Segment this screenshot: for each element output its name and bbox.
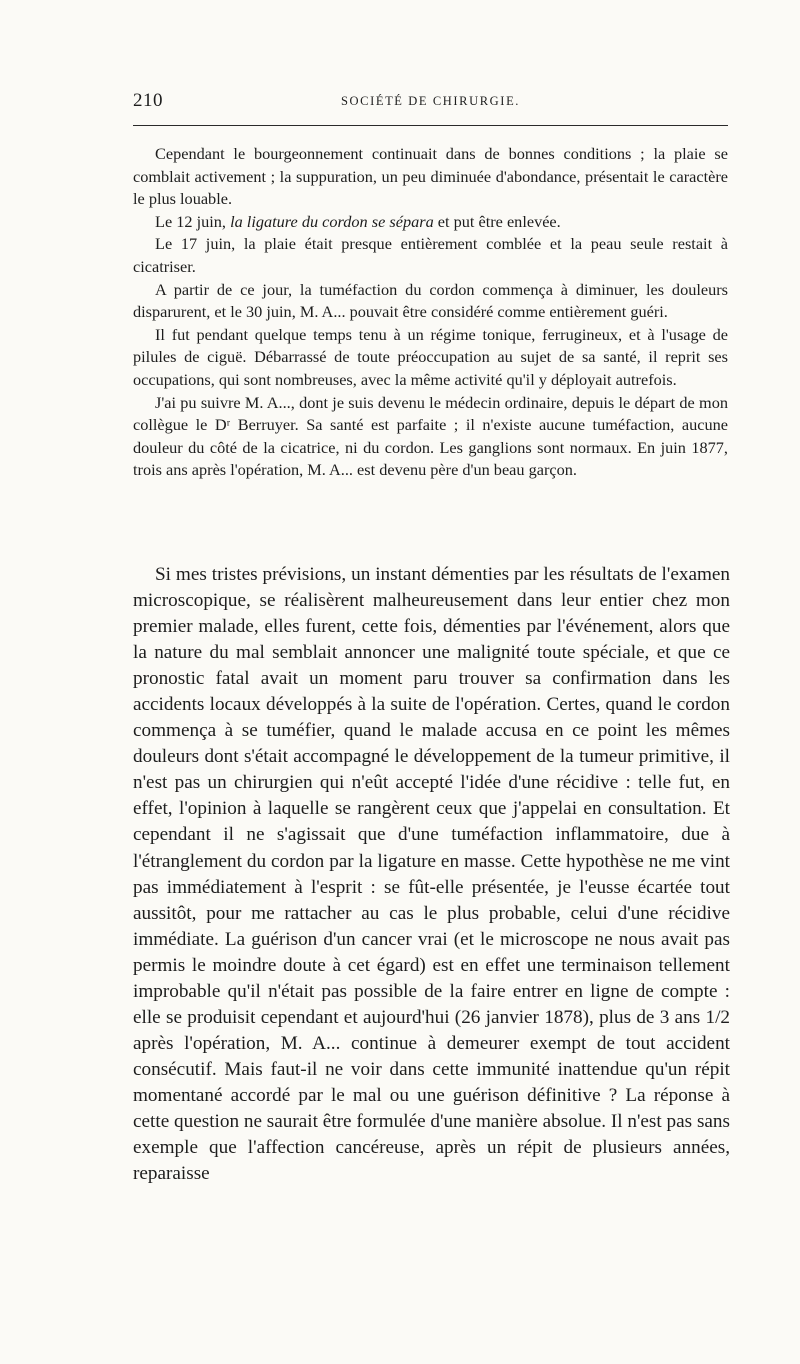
paragraph: A partir de ce jour, la tuméfaction du cordon commença à diminuer, les douleurs disparurent, et le 30 juin, M. A... pouvait être considéré comme entièrement guéri. — [133, 279, 728, 322]
running-head: SOCIÉTÉ DE CHIRURGIE. — [340, 94, 521, 108]
paragraph: Si mes tristes prévisions, un instant démenties par les résultats de l'examen microscopique, se réalisèrent malheureusement dans leur entier chez mon premier malade, elles furent, cette fois, démenties par l'événement, alors que la nature du mal semblait annoncer une malignité toute spéciale, et que ce pronostic fatal avait un moment paru trouver sa confirmation dans les accidents locaux développés à la suite de l'opération. Certes, quand le cordon commença à se tuméfier, quand le malade accusa en ce point les mêmes douleurs dont s'était accompagné le développement de la tumeur primitive, il n'est pas un chirurgien qui n'eût accepté l'idée d'une récidive : telle fut, en effet, l'opinion à laquelle se rangèrent ceux que j'appelai en consultation. Et cependant il ne s'agissait que d'une tuméfaction inflammatoire, due à l'étranglement du cordon par la ligature en masse. Cette hypothèse ne me vint pas immédiatement à l'esprit : se fût-elle présentée, je l'eusse écartée tout aussitôt, pour me rattacher au cas le plus probable, celui d'une récidive immédiate. La guérison d'un cancer vrai (et le microscope ne nous avait pas permis le moindre doute à cet égard) est en effet une terminaison tellement improbable qu'il n'était pas possible de la faire entrer en ligne de compte : elle se produisit cependant et aujourd'hui (26 janvier 1878), plus de 3 ans 1/2 après l'opération, M. A... continue à demeurer exempt de tout accident consécutif. Mais faut-il ne voir dans cette immunité inattendue qu'un répit momentané accordé par le mal ou une guérison définitive ? La réponse à cette question ne saurait être formulée d'une manière absolue. Il n'est pas sans exemple que l'affection cancéreuse, après un répit de plusieurs années, reparaisse — [133, 564, 730, 1185]
paragraph: J'ai pu suivre M. A..., dont je suis devenu le médecin ordinaire, depuis le départ de mon collègue le Dʳ Berruyer. Sa santé est parfaite ; il n'existe aucune tuméfaction, aucune douleur du côté de la cicatrice, ni du cordon. Les ganglions sont normaux. En juin 1877, trois ans après l'opération, M. A... est devenu père d'un beau garçon. — [133, 392, 728, 480]
page-number: 210 — [133, 90, 163, 111]
header-rule — [133, 125, 728, 126]
italic-text: la ligature du cordon se sépara — [230, 211, 434, 231]
paragraph — [133, 211, 728, 234]
text-run: Le 12 juin, — [155, 211, 231, 231]
commentary-block — [133, 562, 730, 1187]
paragraph: Cependant le bourgeonnement continuait dans de bonnes conditions ; la plaie se comblait activement ; la suppuration, un peu diminuée d'abondance, présentait le caractère le plus louable. — [133, 144, 728, 209]
page-header — [133, 90, 728, 118]
case-report-block — [133, 143, 728, 482]
text-run: et put être enlevée. — [433, 211, 561, 231]
paragraph: Le 17 juin, la plaie était presque entièrement comblée et la peau seule restait à cicatriser. — [133, 234, 728, 276]
paragraph: Il fut pendant quelque temps tenu à un régime tonique, ferrugineux, et à l'usage de pilules de ciguë. Débarrassé de toute préoccupation au sujet de sa santé, il reprit ses occupations, qui sont nombreuses, avec la même activité qu'il y déployait autrefois. — [133, 324, 728, 389]
